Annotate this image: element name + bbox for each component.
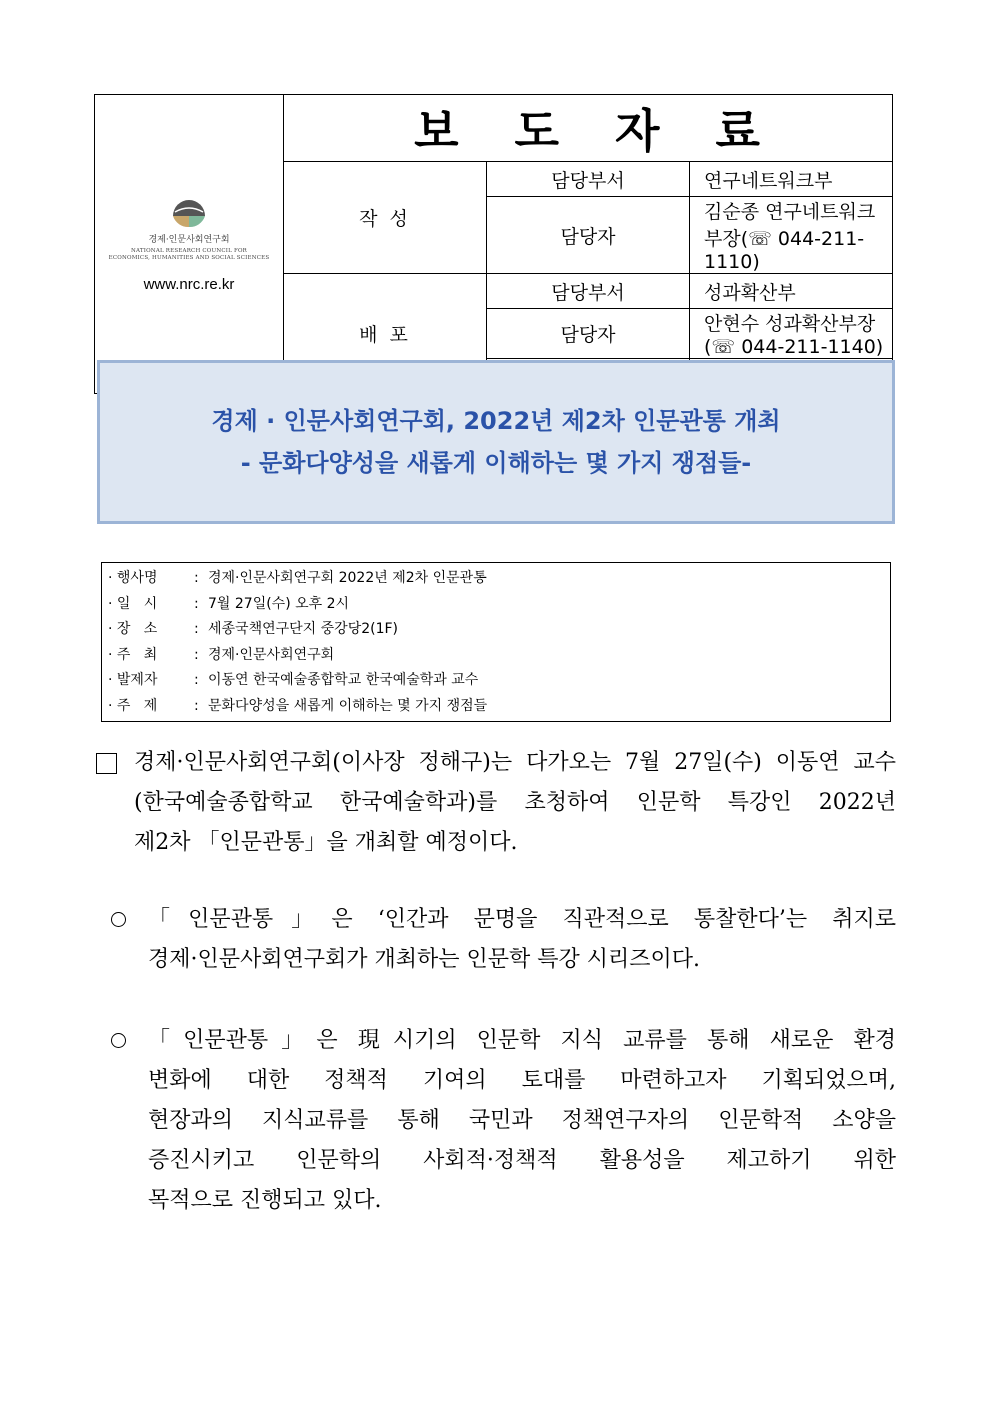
circle-bullet-icon bbox=[111, 912, 126, 927]
website-url[interactable]: www.nrc.re.kr bbox=[143, 275, 235, 293]
dist-dept-value: 성과확산부 bbox=[690, 274, 893, 309]
paragraph-line: 「인문관통」은 現시기의 인문학 지식 교류를 통해 새로운 환경 bbox=[148, 1028, 896, 1053]
paragraph-line: (한국예술종합학교 한국예술학과)를 초청하여 인문학 특강인 2022년 bbox=[134, 790, 896, 815]
paragraph-line: 증진시키고 인문학의 사회적·정책적 활용성을 제고하기 위한 bbox=[148, 1148, 896, 1173]
author-person-value: 김순종 연구네트워크부장(☏ 044-211-1110) bbox=[690, 197, 893, 274]
logo-org-english-1: NATIONAL RESEARCH COUNCIL FOR bbox=[130, 247, 248, 254]
paragraph-purpose bbox=[148, 900, 896, 980]
author-dept-label: 담당부서 bbox=[487, 162, 690, 197]
logo-org-name: 경제·인문사회연구회 bbox=[148, 234, 230, 245]
author-group-label: 작 성 bbox=[284, 162, 487, 274]
paragraph-line: 현장과의 지식교류를 통해 국민과 정책연구자의 인문학적 소양을 bbox=[148, 1108, 896, 1133]
dist-person-label: 담당자 bbox=[487, 309, 690, 359]
paragraph-background bbox=[148, 1021, 896, 1221]
event-info-row: · 발제자 : 이동연 한국예술종합학교 한국예술학과 교수 bbox=[108, 672, 479, 688]
paragraph-line: 「인문관통」은 ‘인간과 문명을 직관적으로 통찰한다’는 취지로 bbox=[148, 907, 896, 932]
event-info-row: · 주 최 : 경제·인문사회연구회 bbox=[108, 646, 335, 663]
paragraph-intro bbox=[134, 743, 896, 863]
event-info-box bbox=[101, 562, 891, 722]
paragraph-line: 변화에 대한 정책적 기여의 토대를 마련하고자 기획되었으며, bbox=[148, 1068, 896, 1093]
event-info-row: · 일 시 : 7월 27일(수) 오후 2시 bbox=[108, 595, 350, 612]
paragraph-line: 경제·인문사회연구회(이사장 정해구)는 다가오는 7월 27일(수) 이동연 교수 bbox=[134, 750, 896, 775]
headline-box bbox=[97, 360, 895, 524]
paragraph-line: 목적으로 진행되고 있다. bbox=[148, 1188, 382, 1213]
press-release-header bbox=[94, 94, 893, 394]
author-person-label: 담당자 bbox=[487, 197, 690, 274]
document-title: 보 도 자 료 bbox=[284, 95, 893, 162]
event-info-row: · 주 제 : 문화다양성을 새롭게 이해하는 몇 가지 쟁점들 bbox=[108, 697, 488, 714]
logo-cell bbox=[95, 95, 284, 394]
dist-dept-label: 담당부서 bbox=[487, 274, 690, 309]
square-bullet-icon bbox=[96, 753, 117, 774]
event-info-row: · 행사명 : 경제·인문사회연구회 2022년 제2차 인문관통 bbox=[108, 570, 487, 586]
headline-subtitle: - 문화다양성을 새롭게 이해하는 몇 가지 쟁점들- bbox=[240, 449, 752, 477]
paragraph-line: 제2차 「인문관통」을 개최할 예정이다. bbox=[134, 830, 518, 855]
paragraph-line: 경제·인문사회연구회가 개최하는 인문학 특강 시리즈이다. bbox=[148, 947, 701, 972]
headline-title: 경제 · 인문사회연구회, 2022년 제2차 인문관통 개최 bbox=[211, 407, 781, 435]
circle-bullet-icon bbox=[111, 1033, 126, 1048]
nrc-logo-icon bbox=[169, 196, 209, 228]
author-dept-value: 연구네트워크부 bbox=[690, 162, 893, 197]
logo-org-english-2: ECONOMICS, HUMANITIES AND SOCIAL SCIENCES bbox=[108, 254, 270, 261]
distribution-group-label: 배 포 bbox=[284, 274, 487, 394]
dist-person-value: 안현수 성과확산부장(☏ 044-211-1140) bbox=[690, 309, 893, 359]
event-info-row: · 장 소 : 세종국책연구단지 중강당2(1F) bbox=[108, 621, 399, 637]
